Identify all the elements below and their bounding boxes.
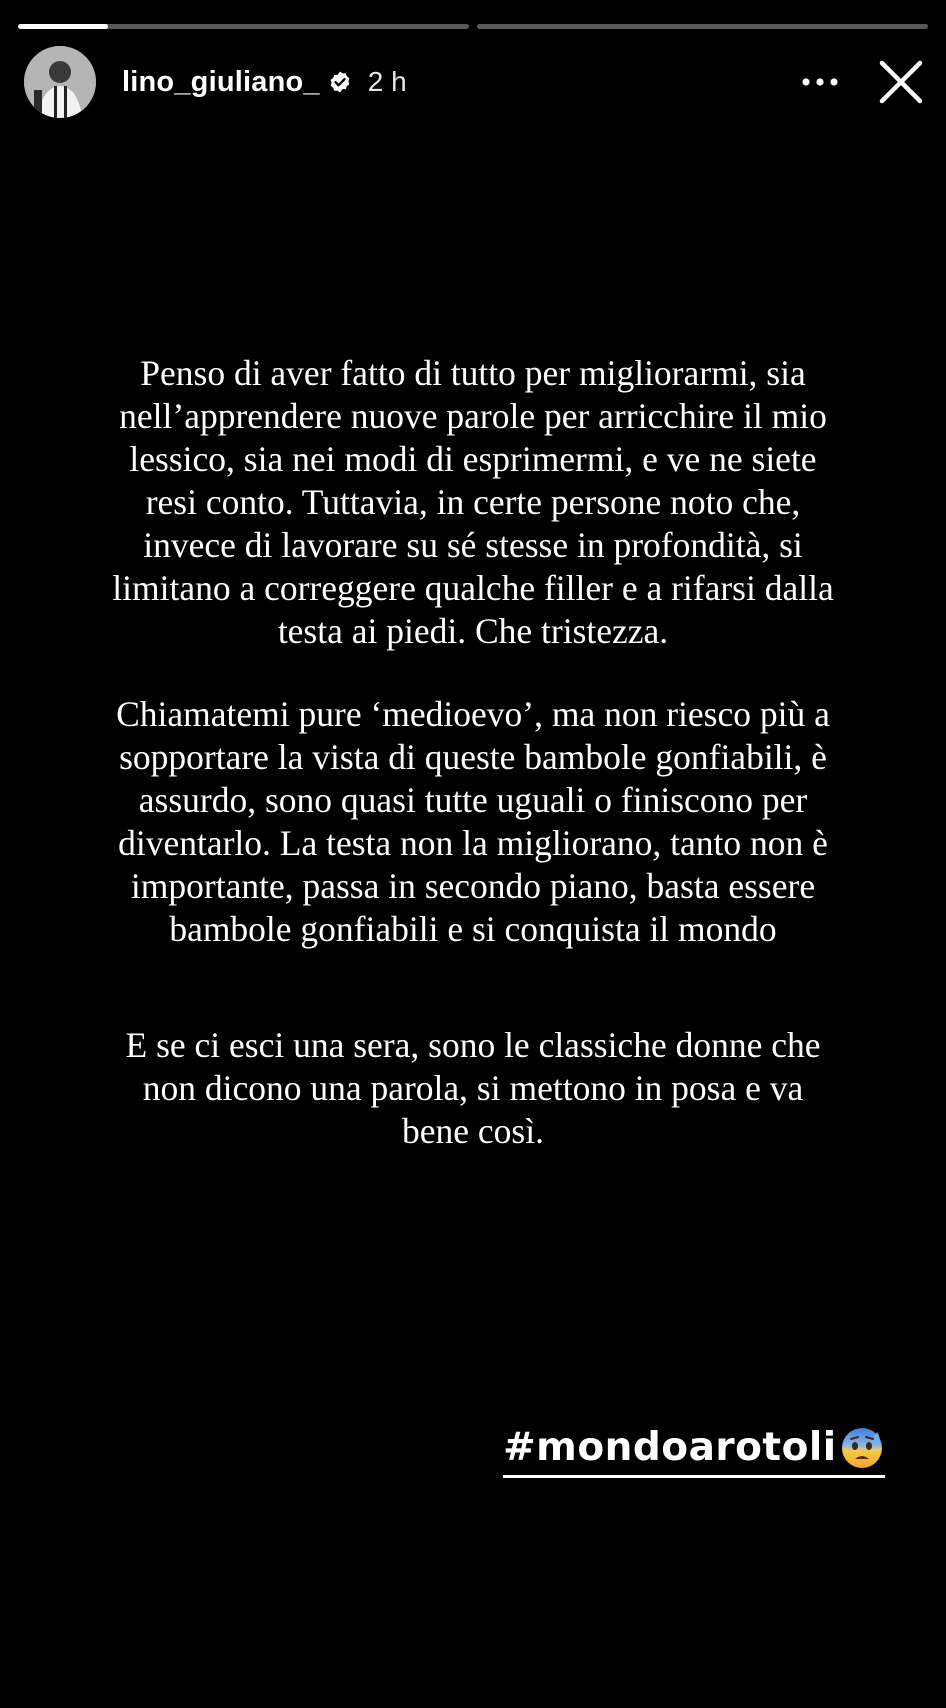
close-icon: [878, 59, 924, 105]
more-options-button[interactable]: [798, 60, 842, 104]
avatar-photo-icon: [24, 46, 96, 118]
story-paragraph-2: Chiamatemi pure ‘medioevo’, ma non riesco più a sopportare la vista di queste bambole gonfiabili, è assurdo, sono quasi tutte uguali o finiscono per diventarlo. La testa non la migliorano, tanto non è importante, passa in secondo piano, basta essere bambole gonfiabili e si conquista il mondo: [116, 694, 830, 949]
story-progress-bar: [18, 24, 928, 29]
verified-badge-icon: [328, 70, 352, 94]
story-header: [24, 44, 926, 120]
hashtag-sticker[interactable]: [503, 1421, 885, 1478]
progress-segment-1: [18, 24, 469, 29]
post-time: 2 h: [367, 66, 407, 97]
close-button[interactable]: [876, 57, 926, 107]
hashtag-text: #mondoarotoli: [503, 1424, 837, 1470]
more-options-icon: [800, 77, 840, 87]
avatar[interactable]: [24, 46, 96, 118]
story-paragraph-1: Penso di aver fatto di tutto per migliorarmi, sia nell’apprendere nuove parole per arricchire il mio lessico, sia nei modi di esprimermi, e ve ne siete resi conto. Tuttavia, in certe persone noto che, invece di lavorare su sé stesse in profondità, si limitano a correggere qualche filler e a rifarsi dalla testa ai piedi. Che tristezza.: [112, 353, 834, 651]
progress-segment-2: [477, 24, 928, 29]
anxious-face-with-sweat-emoji: [839, 1424, 885, 1470]
story-paragraph-3: E se ci esci una sera, sono le classiche donne che non dicono una parola, si mettono in posa e va bene così.: [125, 1025, 821, 1151]
username[interactable]: lino_giuliano_: [122, 65, 320, 98]
